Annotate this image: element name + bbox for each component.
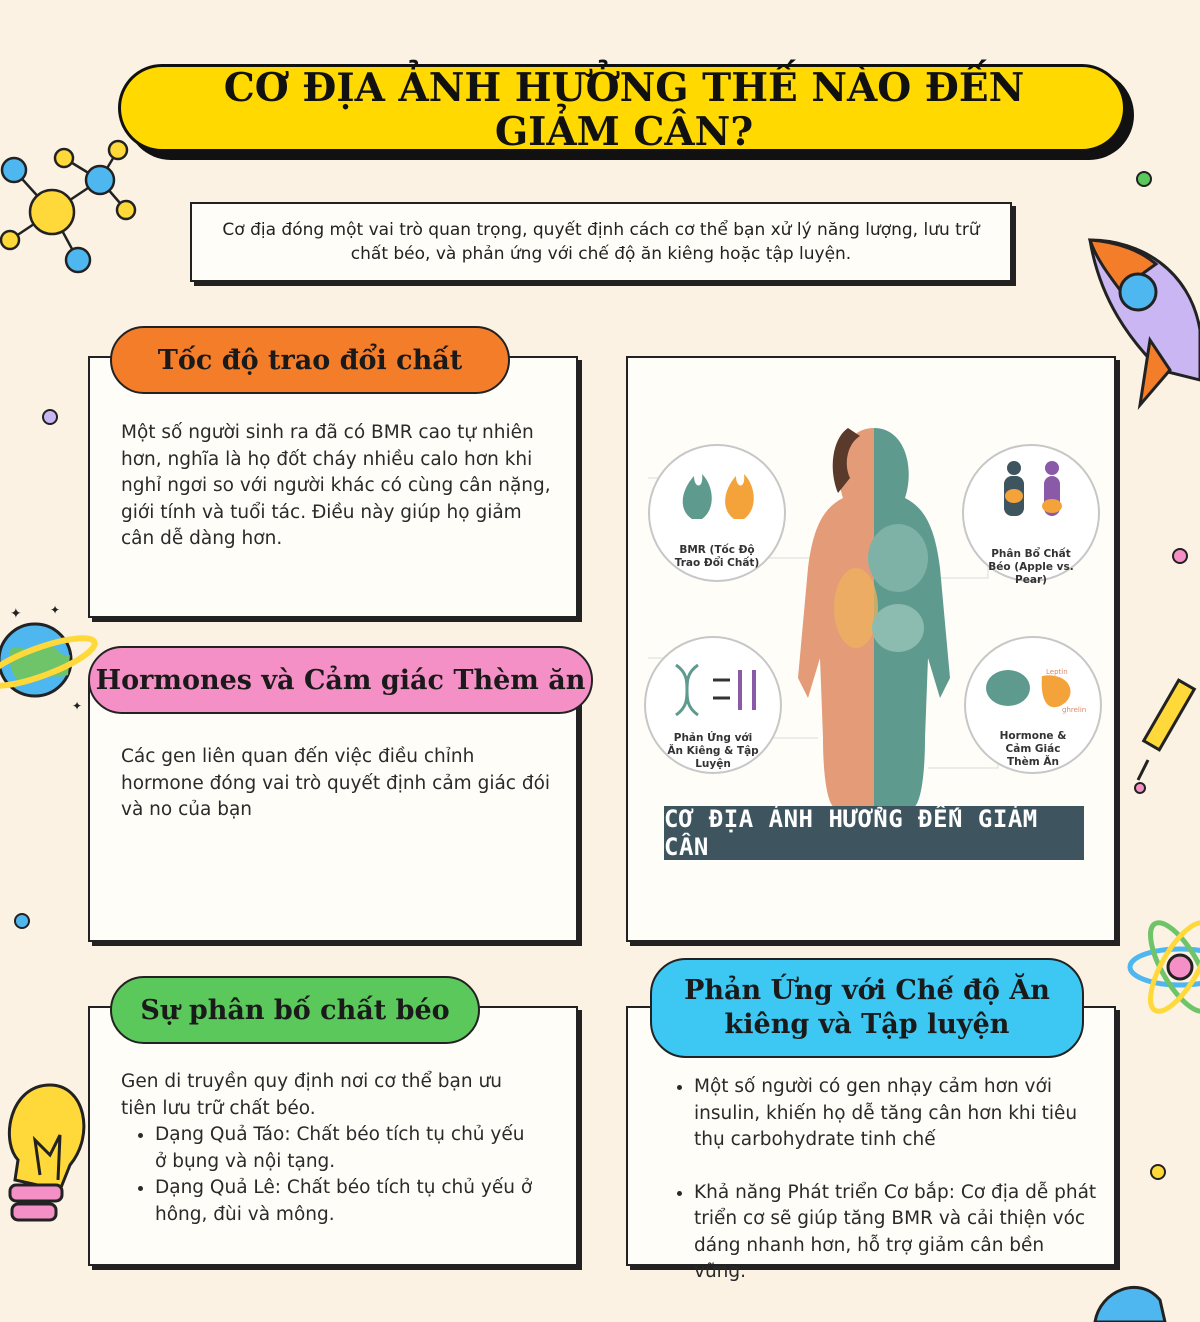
- title-banner: [118, 64, 1130, 156]
- metabolism-heading: [110, 326, 510, 394]
- ghrelin-label: ghrelin: [1062, 706, 1087, 714]
- fat-body: [121, 1069, 541, 1228]
- intro-text: Cơ địa đóng một vai trò quan trọng, quyết định cách cơ thể bạn xử lý năng lượng, lưu trữ chất béo, và phản ứng với chế độ ăn kiêng hoặc tập luyện.: [222, 220, 980, 264]
- svg-text:✦: ✦: [10, 606, 22, 622]
- metabolism-body: Một số người sinh ra đã có BMR cao tự nhiên hơn, nghĩa là họ đốt cháy nhiều calo hơn khi nghỉ ngơi so với người khác có cùng cân nặng, giới tính và tuổi tác. Điều này giúp họ giảm cân dễ dàng hơn.: [121, 422, 551, 549]
- svg-text:✦: ✦: [50, 603, 61, 617]
- fat-intro: Gen di truyền quy định nơi cơ thể bạn ưu tiên lưu trữ chất béo.: [121, 1071, 502, 1119]
- diet-label: Phản Ứng với Ăn Kiêng & Tập Luyện: [667, 732, 759, 770]
- hormone-bubble: [964, 636, 1102, 774]
- hormones-body: Các gen liên quan đến việc điều chỉnh hormone đóng vai trò quyết định cảm giác đói và no của bạn: [121, 746, 551, 820]
- leptin-label: Leptin: [1046, 668, 1068, 676]
- hormones-heading: [88, 646, 593, 714]
- illustration-card: [626, 356, 1116, 942]
- page-title: CƠ ĐỊA ẢNH HƯỞNG THẾ NÀO ĐẾN GIẢM CÂN?: [223, 65, 1025, 155]
- illustration-banner: CƠ ĐỊA ẢNH HƯỞNG ĐẾN GIẢM CÂN: [664, 806, 1084, 860]
- list-item: • Khả năng Phát triển Cơ bắp: Cơ địa dễ phát triển cơ sẽ giúp tăng BMR và cải thiện vóc dáng nhanh hơn, hỗ trợ giảm cân bền vững.: [694, 1180, 1100, 1286]
- response-heading: [650, 958, 1084, 1058]
- fat-heading-text: Sự phân bố chất béo: [140, 994, 450, 1026]
- body-shapes-icon: [994, 458, 1074, 538]
- response-body: [660, 1074, 1100, 1286]
- svg-text:✦: ✦: [72, 699, 83, 713]
- list-item: • Dạng Quả Táo: Chất béo tích tụ chủ yếu ở bụng và nội tạng.: [155, 1122, 541, 1175]
- list-item: • Dạng Quả Lê: Chất béo tích tụ chủ yếu ở hông, đùi và mông.: [155, 1175, 541, 1228]
- hormones-heading-text: Hormones và Cảm giác Thèm ăn: [95, 664, 586, 696]
- bmr-bubble: [648, 444, 786, 582]
- fat-list: [121, 1122, 541, 1228]
- fat-distribution-label: Phân Bổ Chất Béo (Apple vs. Pear): [988, 548, 1074, 586]
- intro-box: [190, 202, 1012, 282]
- response-list: [660, 1074, 1100, 1286]
- bmr-label: BMR (Tốc Độ Trao Đổi Chất): [674, 544, 760, 569]
- fat-heading: [110, 976, 480, 1044]
- metabolism-heading-text: Tốc độ trao đổi chất: [157, 344, 463, 376]
- list-item: • Một số người có gen nhạy cảm hơn với insulin, khiến họ dễ tăng cân hơn khi tiêu thụ carbohydrate tinh chế: [694, 1074, 1100, 1154]
- dna-icon: [668, 660, 768, 720]
- hormone-label: Hormone & Cảm Giác Thèm Ăn: [999, 730, 1067, 768]
- diet-bubble: [644, 636, 782, 774]
- fat-distribution-bubble: [962, 444, 1100, 586]
- flame-icon: [672, 464, 766, 524]
- response-heading-text: Phản Ứng với Chế độ Ăn kiêng và Tập luyện: [684, 975, 1050, 1040]
